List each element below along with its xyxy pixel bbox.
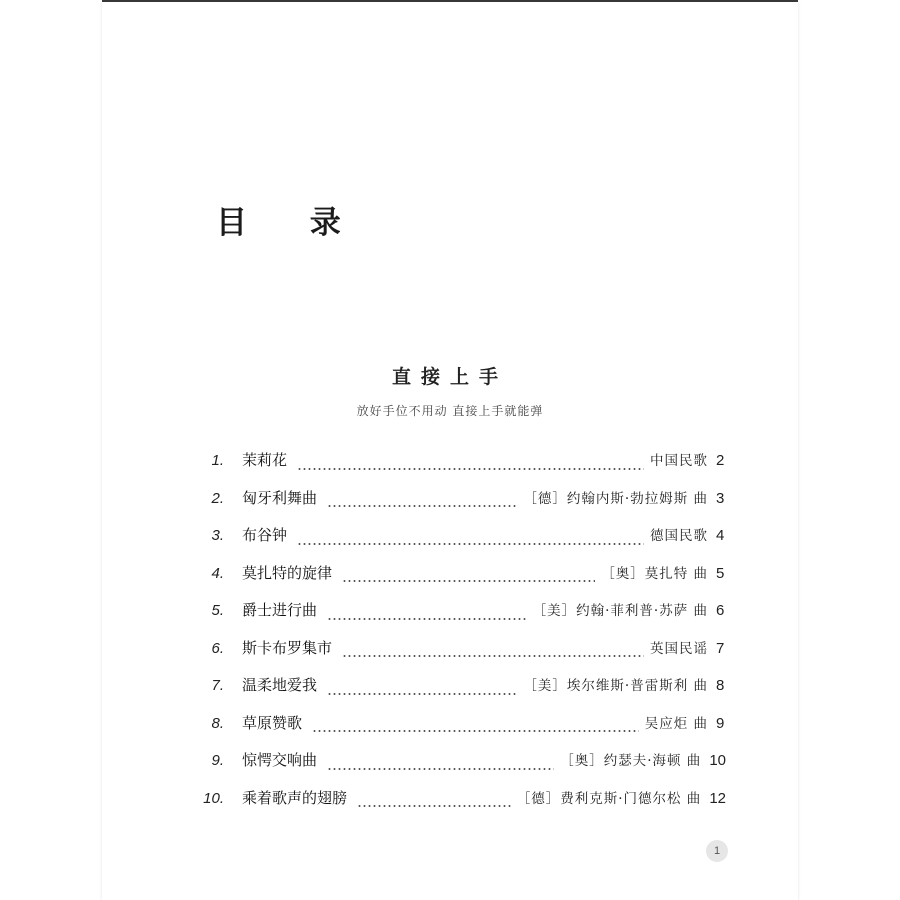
toc-entry-number: 9.: [211, 752, 224, 769]
toc-entry-title: 布谷钟: [242, 526, 288, 544]
toc-entry-number: 4.: [211, 564, 224, 582]
table-of-contents: [184, 446, 726, 821]
dot-leader: [312, 730, 639, 732]
dot-leader: [327, 505, 517, 507]
toc-entry-title: 匈牙利舞曲: [242, 488, 318, 507]
toc-entry-page: 7: [716, 639, 725, 657]
toc-entry[interactable]: [184, 446, 726, 484]
toc-entry[interactable]: [184, 671, 726, 709]
toc-entry[interactable]: [184, 596, 726, 634]
toc-entry-page: 5: [716, 564, 725, 582]
toc-entry-page: 6: [716, 602, 725, 619]
toc-entry[interactable]: [184, 784, 726, 822]
toc-entry-page: 9: [716, 714, 725, 732]
dot-leader: [327, 693, 517, 695]
toc-entry-number: 1.: [211, 452, 224, 469]
toc-entry-page: 2: [716, 452, 725, 469]
dot-leader: [357, 805, 511, 807]
toc-entry-credit: 德国民歌: [650, 528, 708, 544]
dot-leader: [342, 580, 595, 582]
toc-entry[interactable]: [184, 559, 726, 597]
toc-entry-number: 10.: [203, 789, 224, 807]
toc-entry-title: 爵士进行曲: [242, 601, 318, 619]
toc-entry-number: 5.: [211, 602, 224, 619]
toc-entry-credit: 英国民谣: [650, 640, 708, 657]
toc-entry-title: 乘着歌声的翅膀: [242, 788, 348, 807]
toc-entry[interactable]: [184, 709, 726, 747]
toc-entry-title: 温柔地爱我: [242, 676, 318, 694]
page-number-badge: 1: [706, 840, 728, 862]
toc-entry-credit: ［奥］约瑟夫·海顿 曲: [560, 753, 702, 769]
toc-entry-credit: 中国民歌: [650, 453, 708, 469]
toc-entry-credit: ［德］约翰内斯·勃拉姆斯 曲: [523, 490, 708, 507]
dot-leader: [327, 618, 527, 620]
toc-entry-number: 6.: [211, 639, 224, 657]
toc-entry-number: 3.: [211, 527, 224, 544]
toc-entry-page: 12: [709, 789, 726, 807]
toc-entry-number: 7.: [211, 677, 224, 694]
section-subtitle: 放好手位不用动 直接上手就能弹: [356, 404, 544, 418]
toc-entry-page: 8: [716, 677, 725, 694]
toc-entry-title: 惊愕交响曲: [242, 751, 318, 769]
dot-leader: [327, 768, 554, 770]
toc-entry-credit: 吴应炬 曲: [644, 715, 708, 732]
document-page: [102, 2, 798, 900]
toc-entry[interactable]: [184, 746, 726, 784]
page-title: 目 录: [216, 205, 367, 241]
toc-entry-credit: ［奥］莫扎特 曲: [601, 565, 708, 582]
toc-entry-title: 莫扎特的旋律: [242, 563, 333, 582]
toc-entry[interactable]: [184, 484, 726, 522]
toc-entry-number: 8.: [211, 714, 224, 732]
section-title: 直接上手: [391, 366, 508, 388]
dot-leader: [297, 543, 644, 545]
toc-entry-credit: ［美］埃尔维斯·普雷斯利 曲: [523, 678, 708, 694]
dot-leader: [342, 655, 644, 657]
toc-entry-credit: ［德］费利克斯·门德尔松 曲: [516, 790, 702, 807]
toc-entry-page: 10: [709, 752, 726, 769]
dot-leader: [297, 468, 644, 470]
toc-entry-title: 草原赞歌: [242, 713, 303, 732]
toc-entry-title: 斯卡布罗集市: [242, 638, 333, 657]
toc-entry-credit: ［美］约翰·菲利普·苏萨 曲: [532, 603, 708, 619]
toc-entry-page: 4: [716, 527, 725, 544]
toc-entry-title: 茉莉花: [242, 451, 288, 469]
toc-entry-page: 3: [716, 489, 725, 507]
toc-entry[interactable]: [184, 634, 726, 672]
toc-entry[interactable]: [184, 521, 726, 559]
toc-entry-number: 2.: [211, 489, 224, 507]
